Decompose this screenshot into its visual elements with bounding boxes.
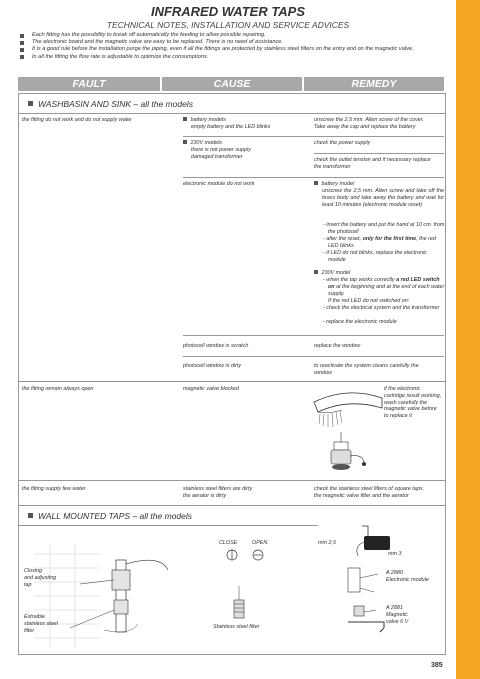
column-header-cause: CAUSE [162, 77, 302, 91]
tap-valve-illustration [308, 384, 386, 474]
label-a2881-desc-2: valve 6 V [386, 619, 409, 625]
label-closing-3: tap [24, 582, 32, 588]
intro-item: The electronic board and the magnetic valve are easy to be replaced. There is no need of assistance. [20, 39, 445, 46]
label-a2881-desc-1: Magnetic [386, 612, 408, 618]
label-open: OPEN [252, 540, 268, 546]
remedy-transformer-1: check the outlet tension and if necessary replace [314, 157, 431, 163]
cause-damaged-transformer: damaged transformer [191, 154, 243, 160]
intro-item: Each fitting has the possibility to break off automatically the feeding to allow possible repairing. [20, 32, 445, 39]
label-extract-1: Extraible [24, 614, 45, 620]
wall-tap-illustration [20, 540, 280, 652]
cause-valve-blocked: magnetic valve blocked [183, 386, 240, 392]
divider [18, 480, 446, 481]
remedy-battery-model-text: unscrew the 2,5 mm. Allen screw and take off the brass body and take away the battery and wait for least 10 minutes (electronic module reset) [322, 188, 444, 208]
page-title: INFRARED WATER TAPS [150, 4, 306, 19]
label-closing-2: and adjusting [24, 575, 57, 581]
divider [183, 136, 444, 137]
cause-battery-models: battery models [183, 117, 303, 124]
remedy-power: check the power supply [314, 140, 371, 146]
cause-aerator-dirty: the aerator is dirty [183, 493, 227, 499]
remedy-230v-step: - when the tap works correctly a red LED switch on at the beginning and at the end of each water supply. [323, 277, 445, 297]
remedy-battery-2: Take away the cap and replace the battery [314, 124, 416, 130]
column-header-fault: FAULT [18, 77, 160, 91]
divider [183, 356, 444, 357]
remedy-230v-step: - check the electrical system and the transformer [323, 305, 440, 311]
remedy-window-clean-2: window [314, 370, 332, 376]
remedy-window-replace: replace the window [314, 343, 361, 349]
cause-no-power: there is not power supply [191, 147, 251, 153]
cause-230v-models: 230V models [183, 140, 303, 147]
remedy-transformer-2: the transformer [314, 164, 351, 170]
remedy-230v-step: - replace the electronic module [323, 319, 397, 325]
divider [183, 177, 444, 178]
label-steel-filter: Stainless steel filter [213, 624, 260, 630]
fault-no-water: the fitting do not work and do not supply water [22, 117, 132, 123]
divider [183, 335, 444, 336]
remedy-filters-1: check the stainless steel filters of square taps, [314, 486, 424, 492]
remedy-filters-2: the magnetic valve filter and the aerator [314, 493, 409, 499]
fault-few-water: the fitting supply few water [22, 486, 86, 492]
page-number: 385 [431, 662, 443, 669]
electronic-unit-illustration [344, 522, 404, 652]
remedy-valve-wash: if the electronic cartridge result working, wash carefully the magnetic valve before to replace it [384, 386, 442, 420]
divider [18, 525, 318, 526]
remedy-window-clean-1: to reactivate the system cleans carefully the [314, 363, 419, 369]
section-title-washbasin: WASHBASIN AND SINK – all the models [28, 99, 193, 109]
label-extract-2: stainless steel [24, 621, 58, 627]
divider [18, 113, 446, 114]
label-closing-1: Closing [24, 568, 42, 574]
cause-window-scratch: photocell window is scratch [183, 343, 249, 349]
divider [18, 381, 446, 382]
cause-window-dirty: photocell window is dirty [183, 363, 242, 369]
label-close: CLOSE [219, 540, 238, 546]
label-a2881: A 2881 [386, 605, 403, 611]
remedy-battery-step: - if LED do not blinks, replace the electronic module [323, 250, 427, 263]
divider [314, 153, 444, 154]
page-edge-tab [456, 0, 480, 679]
remedy-battery-step: - after the reset, only for the first time, the red LED blinks [323, 236, 436, 249]
intro-item: It is a good rule before the installation purge the piping, even if all the fittings are protected by stainless steel filters on the entry and on the magnetic valve. [20, 46, 445, 53]
remedy-battery-step: - insert the battery and put the hand at 10 cm. from the photocell [323, 222, 445, 235]
page-subtitle: TECHNICAL NOTES, INSTALLATION AND SERVICE ADVICES [106, 20, 350, 30]
fault-always-open: the fitting remain always open [22, 386, 94, 392]
remedy-battery-1: unscrew the 2,5 mm. Allen screw of the cover. [314, 117, 424, 123]
remedy-230v-title: 230V model [314, 270, 444, 277]
label-mm3: mm 3 [388, 551, 402, 557]
label-extract-3: filter [24, 628, 35, 634]
cause-empty-battery: empty battery and the LED blinks [191, 124, 271, 130]
label-a2880-desc: Electronic module [386, 577, 429, 583]
intro-item: In all the fitting the flow rate is adjustable to optimize the consumptions. [20, 54, 445, 61]
label-a2880: A 2880 [386, 570, 403, 576]
intro-list [20, 32, 445, 61]
column-header-remedy: REMEDY [304, 77, 444, 91]
cause-filters-dirty: stainless steel filters are dirty [183, 486, 253, 492]
section-title-wall-mounted: WALL MOUNTED TAPS – all the models [28, 511, 192, 521]
divider [18, 505, 446, 506]
cause-module-fail: electronic module do not work [183, 181, 255, 187]
remedy-230v-note: If the red LED do not switched on: [328, 298, 410, 304]
remedy-battery-model-title: battery model [314, 181, 444, 188]
label-mm25: mm 2,5 [318, 540, 336, 546]
